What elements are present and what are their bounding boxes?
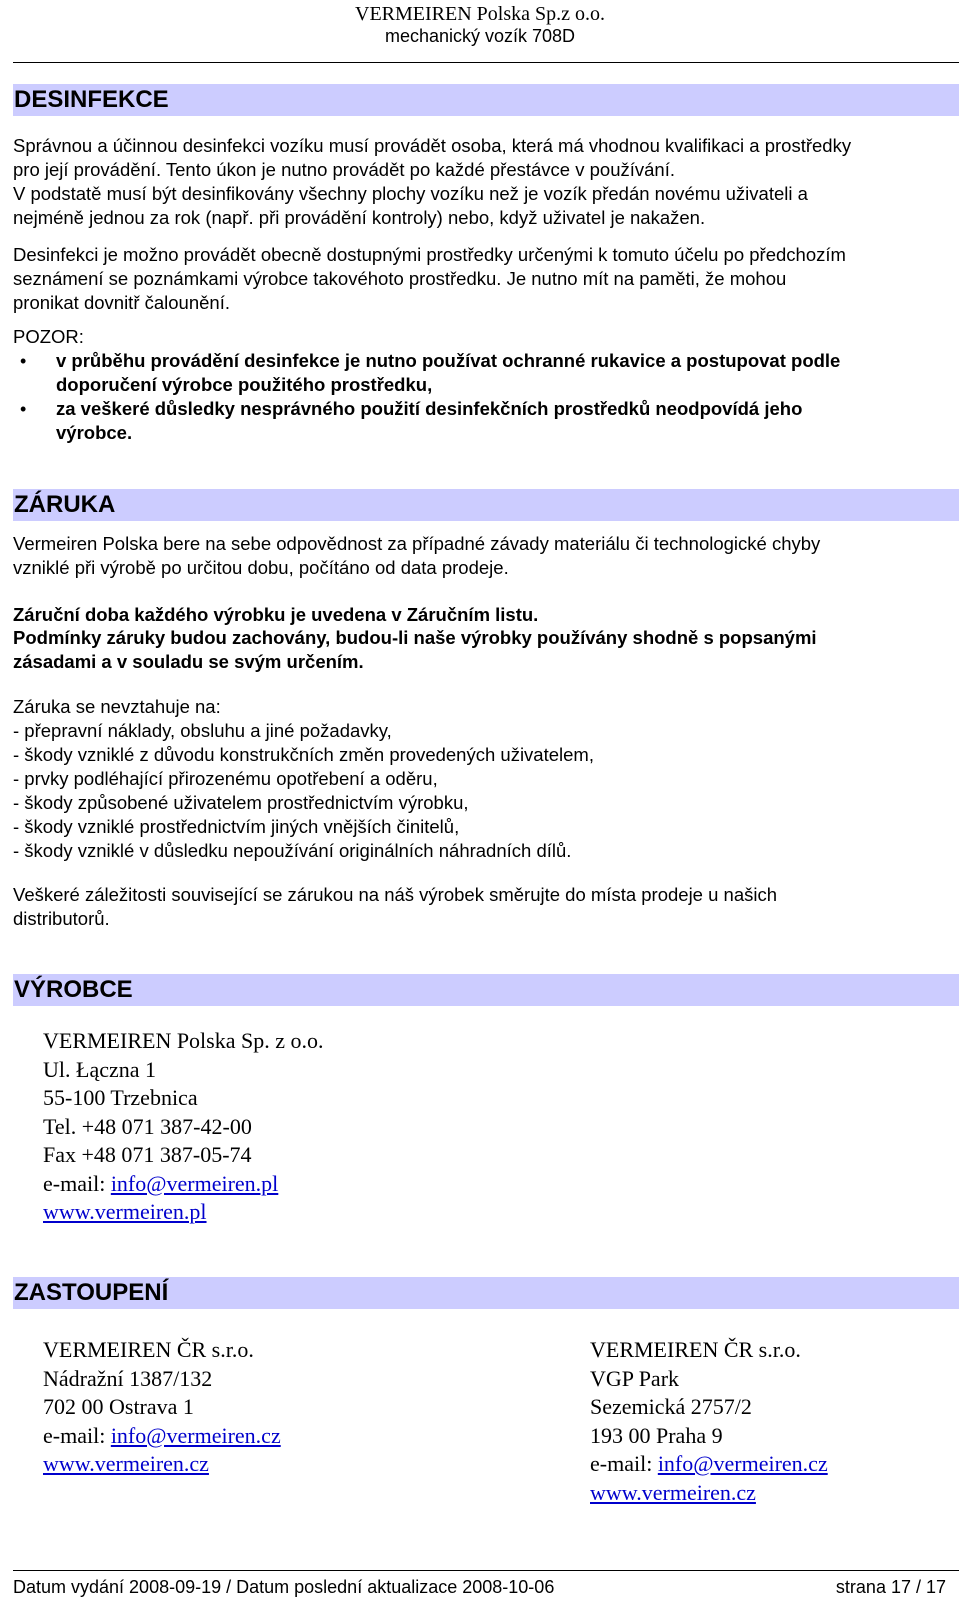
header-product: mechanický vozík 708D — [384, 26, 576, 46]
representative-email-link[interactable]: info@vermeiren.cz — [657, 1451, 828, 1476]
zaruka-exclusions-list — [13, 719, 958, 863]
manufacturer-email-row — [43, 1170, 543, 1199]
representative-park: VGP Park — [590, 1365, 680, 1391]
manufacturer-email-link[interactable]: info@vermeiren.pl — [110, 1170, 279, 1196]
email-label: e-mail: — [590, 1451, 658, 1476]
text-line: vzniklé při výrobě po určitou dobu, počítáno od data prodeje. — [13, 557, 509, 578]
text-line: nejméně jednou za rok (např. při provádění kontroly) nebo, když uživatel je nakažen. — [13, 207, 706, 228]
list-item: - prvky podléhající přirozenému opotřebení a oděru, — [13, 768, 438, 789]
representative-ostrava — [43, 1336, 543, 1479]
representative-email-row — [43, 1422, 543, 1451]
header-divider — [13, 62, 959, 63]
text-line: výrobce. — [56, 422, 133, 443]
list-item: - škody způsobené uživatelem prostřednictvím výrobku, — [13, 792, 469, 813]
bullet-icon: • — [20, 399, 27, 419]
section-title-zaruka: ZÁRUKA — [13, 489, 959, 521]
footer-page-number: strana 17 / 17 — [835, 1577, 946, 1597]
header-company: VERMEIREN Polska Sp.z o.o. — [355, 3, 605, 25]
text-line: Veškeré záležitosti související se zárukou na náš výrobek směrujte do místa prodeje u našich — [13, 884, 778, 905]
section-title-zastoupeni: ZASTOUPENÍ — [13, 1277, 959, 1309]
email-label: e-mail: — [43, 1422, 111, 1448]
text-line: Správnou a účinnou desinfekci vozíku musí provádět osoba, která má vhodnou kvalifikaci a prostředky — [13, 135, 852, 156]
text-line: V podstatě musí být desinfikovány všechny plochy vozíku než je vozík předán novému uživateli a — [13, 183, 808, 204]
list-item: - škody vzniklé z důvodu konstrukčních změn provedených uživatelem, — [13, 744, 594, 765]
zaruka-warranty-period: Záruční doba každého výrobku je uvedena v Záručním listu. — [13, 604, 539, 625]
pozor-label: POZOR: — [13, 326, 84, 347]
manufacturer-web-link[interactable]: www.vermeiren.pl — [43, 1199, 207, 1224]
desinfekce-paragraph-2 — [13, 243, 958, 315]
desinfekce-paragraph-1 — [13, 134, 958, 230]
representative-email-row — [590, 1450, 950, 1479]
list-item: - přepravní náklady, obsluhu a jiné požadavky, — [13, 720, 392, 741]
representative-web-link[interactable]: www.vermeiren.cz — [43, 1451, 209, 1476]
zaruka-paragraph-1 — [13, 532, 958, 580]
text-line: v průběhu provádění desinfekce je nutno používat ochranné rukavice a postupovat podle — [56, 350, 841, 371]
representative-street: Sezemická 2757/2 — [590, 1394, 752, 1419]
list-item: - škody vzniklé prostřednictvím jiných vnějších činitelů, — [13, 816, 460, 837]
representative-email-link[interactable]: info@vermeiren.cz — [110, 1422, 281, 1448]
text-line: pronikat dovnitř čalounění. — [13, 292, 230, 313]
representative-street: Nádražní 1387/132 — [43, 1365, 213, 1391]
zaruka-closing — [13, 883, 958, 931]
zaruka-conditions — [13, 626, 958, 674]
representative-name: VERMEIREN ČR s.r.o. — [590, 1337, 801, 1362]
section-title-vyrobce: VÝROBCE — [13, 974, 959, 1006]
text-line: Vermeiren Polska bere na sebe odpovědnost za případné závady materiálu či technologické chyby — [13, 533, 821, 554]
text-line: Podmínky záruky budou zachovány, budou-li naše výrobky používány shodně s popsanými — [13, 627, 817, 648]
representative-name: VERMEIREN ČR s.r.o. — [43, 1337, 254, 1362]
text-line: seznámení se poznámkami výrobce takovéhoto prostředku. Je nutno mít na paměti, že mohou — [13, 268, 787, 289]
manufacturer-name: VERMEIREN Polska Sp. z o.o. — [43, 1028, 324, 1053]
text-line: pro její provádění. Tento úkon je nutno provádět po každé přestávce v používání. — [13, 159, 675, 180]
email-label: e-mail: — [43, 1170, 111, 1196]
list-item: - škody vzniklé v důsledku nepoužívání originálních náhradních dílů. — [13, 840, 572, 861]
zaruka-exclusions-intro: Záruka se nevztahuje na: — [13, 696, 221, 717]
warning-bullet-2 — [56, 397, 956, 445]
representative-city: 702 00 Ostrava 1 — [43, 1394, 194, 1419]
manufacturer-tel: Tel. +48 071 387-42-00 — [43, 1113, 252, 1139]
warning-bullet-1 — [56, 349, 956, 397]
footer-divider — [13, 1570, 959, 1571]
manufacturer-address — [43, 1027, 543, 1227]
manufacturer-city: 55-100 Trzebnica — [43, 1085, 198, 1110]
manufacturer-street: Ul. Łączna 1 — [43, 1056, 156, 1082]
text-line: doporučení výrobce použitého prostředku, — [56, 374, 433, 395]
manufacturer-fax: Fax +48 071 387-05-74 — [43, 1142, 252, 1167]
text-line: Desinfekci je možno provádět obecně dostupnými prostředky určenými k tomuto účelu po předchozím — [13, 244, 846, 265]
footer-dates: Datum vydání 2008-09-19 / Datum poslední aktualizace 2008-10-06 — [13, 1577, 555, 1597]
bullet-icon: • — [20, 351, 27, 371]
text-line: za veškeré důsledky nesprávného použití desinfekčních prostředků neodpovídá jeho — [56, 398, 803, 419]
representative-praha — [590, 1336, 950, 1507]
section-title-desinfekce: DESINFEKCE — [13, 84, 959, 116]
text-line: zásadami a v souladu se svým určením. — [13, 651, 364, 672]
representative-city: 193 00 Praha 9 — [590, 1422, 723, 1448]
text-line: distributorů. — [13, 908, 110, 929]
representative-web-link[interactable]: www.vermeiren.cz — [590, 1479, 756, 1505]
